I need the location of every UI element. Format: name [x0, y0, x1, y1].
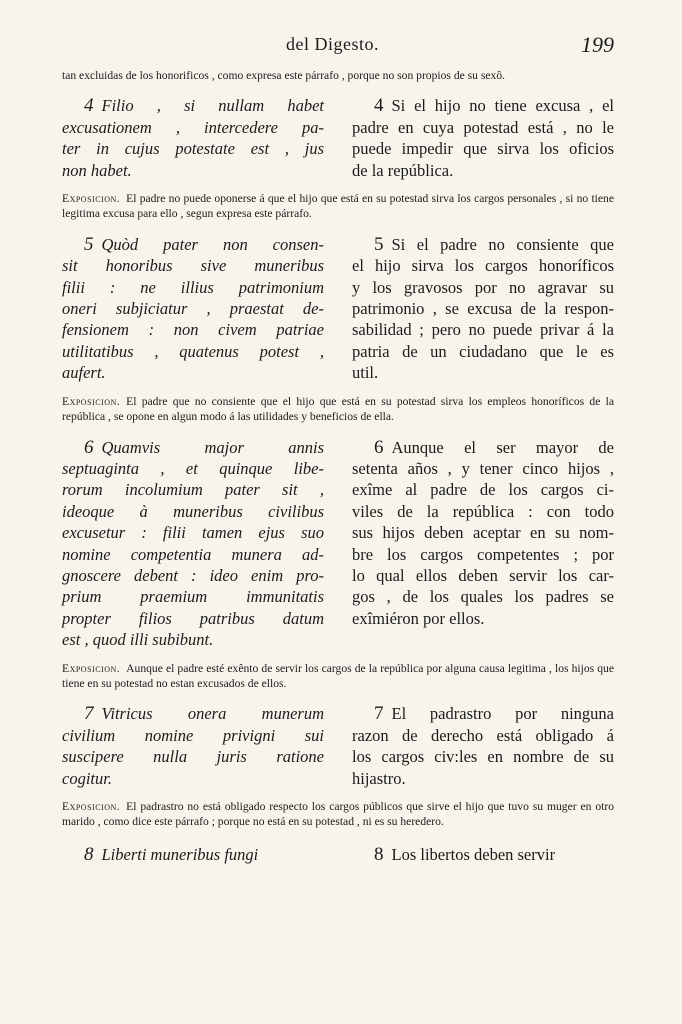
section-number: 5 — [84, 233, 94, 255]
spanish-line — [352, 586, 614, 607]
latin-line — [62, 437, 324, 458]
section-pair — [62, 234, 614, 384]
line-text: util. — [352, 363, 379, 383]
spanish-line — [352, 341, 614, 362]
line-text: rorum incolumium pater sit , — [62, 480, 324, 500]
spanish-line — [352, 768, 614, 789]
line-text: Si el hijo no tiene excusa , el — [391, 96, 614, 116]
line-text: oneri subjiciatur , praestat de- — [62, 299, 324, 319]
line-text: est , quod illi subibunt. — [62, 630, 214, 650]
spanish-line: Los libertos deben servir — [391, 844, 556, 864]
line-text: puede impedir que sirva los oficios — [352, 139, 614, 159]
line-text: y los gravosos por no agravar su — [352, 277, 614, 297]
spanish-line — [352, 608, 614, 629]
sections — [62, 95, 614, 829]
line-text: lo qual ellos deben servir los car- — [352, 565, 614, 585]
line-text: non habet. — [62, 160, 132, 180]
intro-comment: tan excluidas de los honorificos , como expresa este párrafo , porque no son propios de su sexô. — [62, 69, 506, 82]
latin-line — [62, 255, 324, 276]
latin-text — [62, 703, 324, 789]
section-number: 6 — [84, 436, 94, 458]
line-text: setenta años , y tener cinco hijos , — [352, 458, 614, 478]
spanish-text — [352, 844, 614, 865]
latin-line — [62, 768, 324, 789]
section-number: 7 — [84, 703, 94, 725]
spanish-text — [352, 234, 614, 384]
latin-line — [62, 544, 324, 565]
section-number: 5 — [374, 233, 384, 255]
line-text: civilium nomine privigni sui — [62, 725, 324, 745]
spanish-text — [352, 95, 614, 181]
line-text: suscipere nulla juris ratione — [62, 747, 324, 767]
line-text: los cargos civ:les en nombre de su — [352, 747, 614, 767]
section-pair — [62, 703, 614, 789]
spanish-line — [352, 138, 614, 159]
exposition-text: El padre que no consiente que el hijo que está en su potestad sirva los empleos honoríficos de la república , se opone en algun modo á las utilidades y beneficios de ella. — [62, 394, 614, 424]
latin-text — [62, 437, 324, 651]
latin-line — [62, 725, 324, 746]
spanish-line — [352, 160, 614, 181]
line-text: Si el padre no consiente que — [391, 234, 614, 254]
section-pair — [62, 95, 614, 181]
spanish-line — [352, 703, 614, 724]
spanish-line — [352, 565, 614, 586]
section-number: 4 — [374, 95, 384, 117]
page — [62, 34, 614, 875]
line-text: bre los cargos competentes ; por — [352, 544, 614, 564]
latin-line — [62, 117, 324, 138]
line-text: filii : ne illius patrimonium — [62, 277, 324, 297]
spanish-line — [352, 362, 614, 383]
line-text: patrimonio , se excusa de la respon- — [352, 299, 614, 319]
line-text: ter in cujus potestate est , jus — [62, 139, 324, 159]
line-text: El padrastro por ninguna — [391, 704, 614, 724]
line-text: viles de la república : con todo — [352, 501, 614, 521]
latin-line — [62, 501, 324, 522]
latin-line — [62, 703, 324, 724]
latin-line: Liberti muneribus fungi — [101, 844, 259, 864]
latin-line — [62, 277, 324, 298]
latin-text — [62, 95, 324, 181]
exposition-comment — [62, 394, 614, 425]
latin-line — [62, 608, 324, 629]
exposition-text: El padre no puede oponerse á que el hijo que está en su potestad sirva los cargos personales , si no tiene legitima excusa para ello , segun expresa este párrafo. — [62, 192, 614, 221]
line-text: Aunque el ser mayor de — [391, 437, 614, 457]
latin-line — [62, 565, 324, 586]
latin-line — [62, 341, 324, 362]
line-text: gnoscere debent : ideo enim pro- — [62, 565, 324, 585]
line-text: razon de derecho está obligado á — [352, 725, 614, 745]
section-number: 7 — [374, 703, 384, 725]
line-text: aufert. — [62, 363, 106, 383]
latin-line — [62, 362, 324, 383]
spanish-line — [352, 458, 614, 479]
line-text: septuaginta , et quinque libe- — [62, 458, 324, 478]
latin-text — [62, 234, 324, 384]
exposition-label: Exposicion. — [62, 800, 121, 813]
section-number: 4 — [84, 95, 94, 117]
exposition-label: Exposicion. — [62, 192, 121, 206]
line-text: exîmiéron por ellos. — [352, 608, 485, 628]
final-section — [62, 844, 614, 865]
latin-line — [62, 479, 324, 500]
section-number: 8 — [374, 843, 384, 865]
line-text: Filio , si nullam habet — [101, 96, 324, 116]
exposition-text: Aunque el padre esté exênto de servir los cargos de la república por alguna causa legitima , los hijos que tiene en su potestad no estan excusados de ellos. — [62, 661, 614, 690]
exposition-text: El padrastro no está obligado respecto los cargos públicos que sirve el hijo que tuvo su muger en otro marido , como dice este párrafo ; porque no está en su potestad , ni es su heredero. — [62, 800, 614, 829]
line-text: propter filios patribus datum — [62, 608, 324, 628]
page-number: 199 — [581, 32, 614, 57]
line-text: de la república. — [352, 160, 454, 180]
section-number: 8 — [84, 843, 94, 865]
line-text: gos , de los quales los padres se — [352, 587, 614, 607]
line-text: exîme al padre de los cargos ci- — [352, 480, 614, 500]
line-text: excusationem , intercedere pa- — [62, 117, 324, 137]
line-text: fensionem : non civem patriae — [62, 320, 324, 340]
spanish-line — [352, 522, 614, 543]
latin-line — [62, 629, 324, 650]
line-text: prium praemium immunitatis — [62, 587, 324, 607]
line-text: padre en cuya potestad está , no le — [352, 117, 614, 137]
exposition-comment — [62, 799, 614, 830]
spanish-line — [352, 437, 614, 458]
latin-text — [62, 844, 324, 865]
spanish-line — [352, 319, 614, 340]
latin-line — [62, 160, 324, 181]
spanish-line — [352, 725, 614, 746]
running-title: del Digesto. — [286, 34, 379, 54]
running-header — [62, 34, 614, 68]
section-number: 6 — [374, 436, 384, 458]
spanish-line — [352, 277, 614, 298]
line-text: patria de un ciudadano que le es — [352, 341, 614, 361]
spanish-line — [352, 117, 614, 138]
spanish-line — [352, 479, 614, 500]
line-text: Vitricus onera munerum — [101, 704, 324, 724]
exposition-label: Exposicion. — [62, 394, 121, 408]
spanish-line — [352, 544, 614, 565]
latin-line — [62, 522, 324, 543]
line-text: nomine competentia munera ad- — [62, 544, 324, 564]
line-text: excusetur : filii tamen ejus suo — [62, 523, 324, 543]
section-pair — [62, 437, 614, 651]
line-text: cogitur. — [62, 768, 112, 788]
line-text: sabilidad ; pero no puede privar á la — [352, 320, 614, 340]
spanish-text — [352, 437, 614, 651]
latin-line — [62, 234, 324, 255]
line-text: el hijo sirva los cargos honoríficos — [352, 256, 614, 276]
spanish-text — [352, 703, 614, 789]
exposition-label: Exposicion. — [62, 661, 121, 675]
latin-line — [62, 746, 324, 767]
exposition-comment — [62, 661, 614, 692]
line-text: Quòd pater non consen- — [101, 234, 324, 254]
latin-line — [62, 95, 324, 116]
line-text: hijastro. — [352, 768, 406, 788]
line-text: Quamvis major annis — [101, 437, 324, 457]
latin-line — [62, 458, 324, 479]
spanish-line — [352, 234, 614, 255]
line-text: sit honoribus sive muneribus — [62, 256, 324, 276]
latin-line — [62, 298, 324, 319]
latin-line — [62, 138, 324, 159]
line-text: sus hijos deben aceptar en su nom- — [352, 523, 614, 543]
spanish-line — [352, 501, 614, 522]
spanish-line — [352, 746, 614, 767]
spanish-line — [352, 298, 614, 319]
latin-line — [62, 319, 324, 340]
line-text: ideoque à muneribus civilibus — [62, 501, 324, 521]
spanish-line — [352, 255, 614, 276]
spanish-line — [352, 95, 614, 116]
latin-line — [62, 586, 324, 607]
line-text: utilitatibus , quatenus potest , — [62, 341, 324, 361]
exposition-comment — [62, 191, 614, 222]
